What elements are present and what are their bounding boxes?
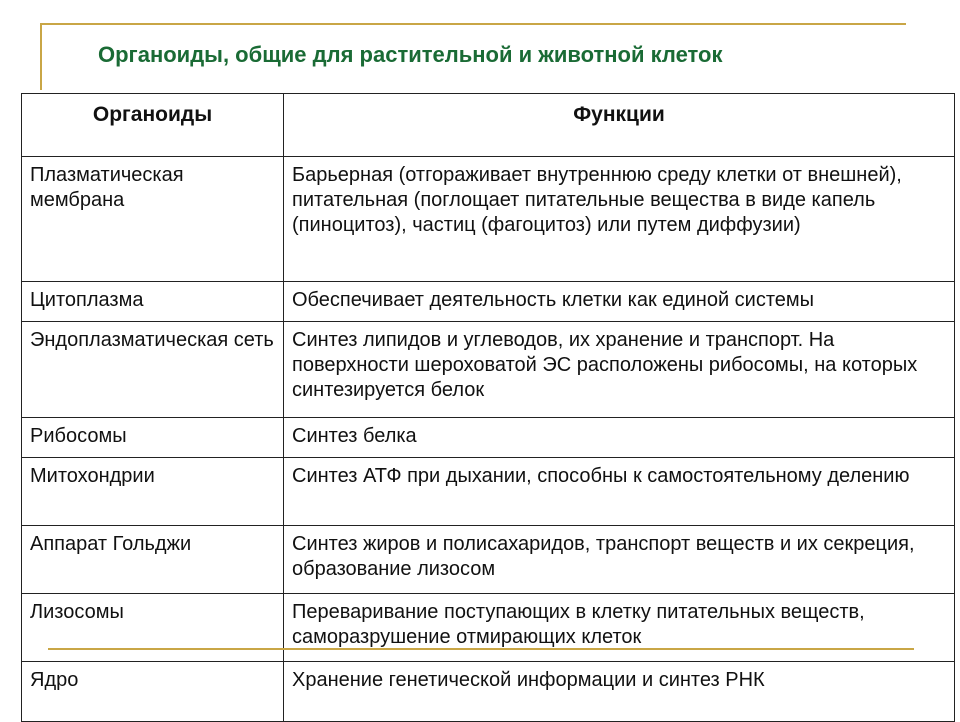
decor-line-top (40, 23, 906, 25)
table-row (22, 458, 955, 526)
organelle-name: Аппарат Гольджи (22, 526, 284, 594)
organelle-function: Хранение генетической информации и синтез РНК (284, 662, 955, 722)
table-row (22, 526, 955, 594)
organelle-name: Ядро (22, 662, 284, 722)
organelle-function: Синтез АТФ при дыхании, способны к самостоятельному делению (284, 458, 955, 526)
organelle-function: Синтез жиров и полисахаридов, транспорт веществ и их секреция, образование лизосом (284, 526, 955, 594)
table-row (22, 322, 955, 418)
organelle-function: Обеспечивает деятельность клетки как единой системы (284, 282, 955, 322)
table-row (22, 418, 955, 458)
table-header-row (22, 94, 955, 157)
organelle-name: Цитоплазма (22, 282, 284, 322)
table-row (22, 594, 955, 662)
organelle-name: Митохондрии (22, 458, 284, 526)
organelle-name: Плазматическая мембрана (22, 157, 284, 282)
organelle-function: Синтез белка (284, 418, 955, 458)
organelle-name: Лизосомы (22, 594, 284, 662)
column-header-organelles: Органоиды (22, 94, 284, 157)
organelle-function: Переваривание поступающих в клетку питательных веществ, саморазрушение отмирающих клеток (284, 594, 955, 662)
organelle-name: Рибосомы (22, 418, 284, 458)
organelle-function: Барьерная (отгораживает внутреннюю среду клетки от внешней), питательная (поглощает питательные вещества в виде капель (пиноцитоз), частиц (фагоцитоз) или путем диффузии) (284, 157, 955, 282)
table-row (22, 662, 955, 722)
table-row (22, 282, 955, 322)
organelle-function: Синтез липидов и углеводов, их хранение и транспорт. На поверхности шероховатой ЭС расположены рибосомы, на которых синтезируется белок (284, 322, 955, 418)
organelle-name: Эндоплазматическая сеть (22, 322, 284, 418)
organelles-table (21, 93, 955, 722)
column-header-functions: Функции (284, 94, 955, 157)
decor-line-left (40, 23, 42, 90)
decor-line-bottom (48, 648, 914, 650)
table-row (22, 157, 955, 282)
page-title: Органоиды, общие для растительной и животной клеток (98, 42, 723, 67)
